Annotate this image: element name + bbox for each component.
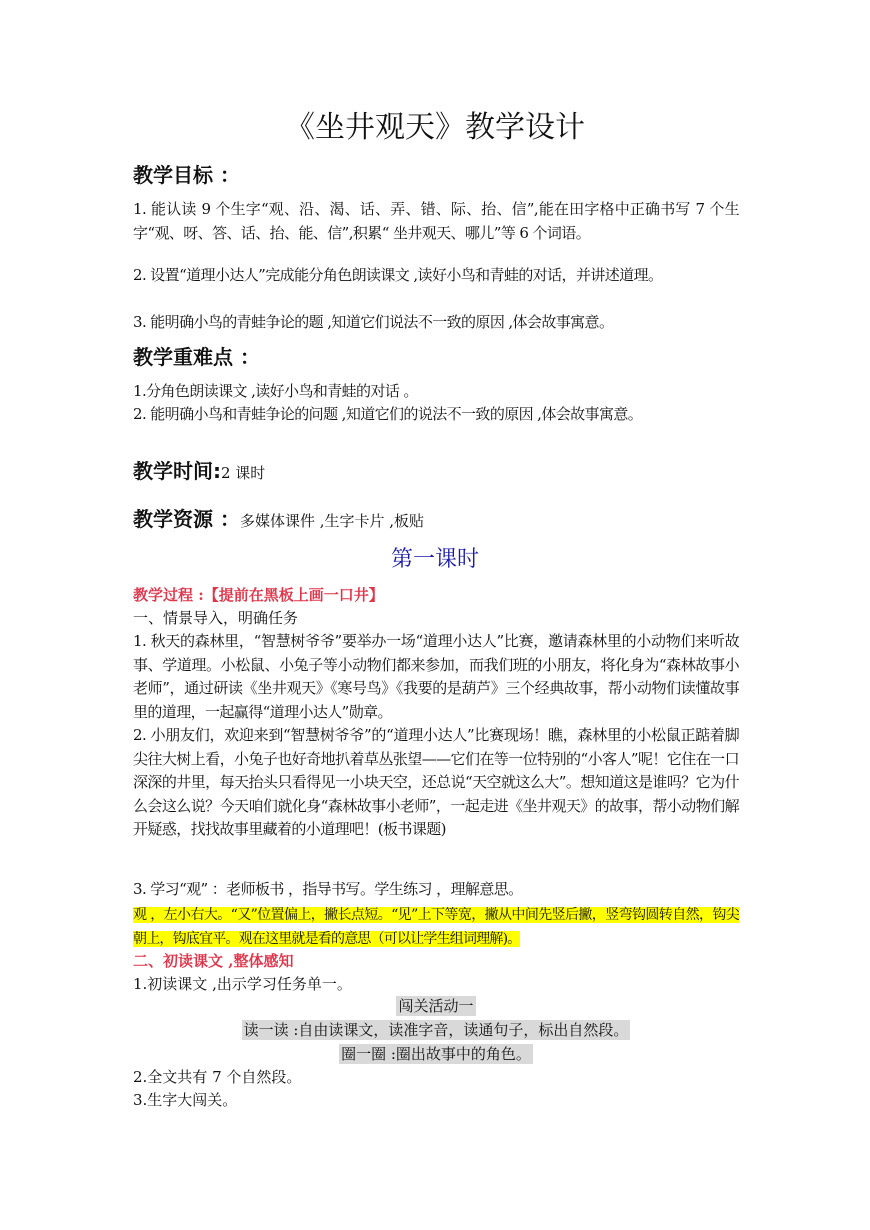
task-card-title <box>133 995 739 1018</box>
task-title: 闯关活动一 <box>398 997 474 1015</box>
time-line <box>133 456 265 488</box>
goal-item-2: 2. 设置“道理小达人”完成能分角色朗读课文 ,读好小鸟和青蛙的对话，并讲述道理。 <box>133 266 663 284</box>
section2-title: 二、初读课文 ,整体感知 <box>133 952 294 970</box>
highlight-text: 观 ，左小右大。“又”位置偏上，撇长点短。“见”上下等宽，撇从中间先竖后撇，竖弯钩圆转自然，钩尖朝上，钩底宜平。观在这里就是看的意思（可以让学生组词理解)。 <box>133 907 739 947</box>
task-card-read <box>133 1019 739 1042</box>
step-1: 1.初读课文 ,出示学习任务单一。 <box>133 975 352 993</box>
paragraph-1: 1. 秋天的森林里，“智慧树爷爷”要举办一场“道理小达人”比赛，邀请森林里的小动物们来听故事、学道理。小松鼠、小兔子等小动物们都来参加，而我们班的小朋友，将化身为“森林故事小老师”，通过研读《坐井观天》《寒号鸟》《我要的是葫芦》三个经典故事，帮小动物们读懂故事里的道理，一起赢得“道理小达人”勋章。 <box>133 632 739 721</box>
time-value: 2 课时 <box>221 464 266 482</box>
difficulty-item-2: 2. 能明确小鸟和青蛙争论的问题 ,知道它们的说法不一致的原因 ,体会故事寓意。 <box>133 405 643 423</box>
resources-line <box>133 504 424 536</box>
resources-heading: 教学资源 ： <box>133 507 240 531</box>
step-2: 2.全文共有 7 个自然段。 <box>133 1068 302 1086</box>
time-heading: 教学时间: <box>133 459 221 483</box>
paragraph-2: 2. 小朋友们，欢迎来到“智慧树爷爷”的“道理小达人”比赛现场！瞧，森林里的小松鼠正踮着脚尖往大树上看，小兔子也好奇地扒着草丛张望——它们在等一位特别的“小客人”呢！它住在一口深深的井里，每天抬头只看得见一小块天空，还总说“天空就这么大”。想知道这是谁吗？它为什么会这么说？今天咱们就化身“森林故事小老师”，一起走进《坐井观天》的故事，帮小动物们解开疑惑，找找故事里藏着的小道理吧！(板书课题) <box>133 726 739 838</box>
task-read: 读一读 :自由读课文，读准字音，读通句子，标出自然段。 <box>243 1021 629 1039</box>
difficulties-heading: 教学重难点 ： <box>133 345 260 369</box>
goals-heading: 教学目标 ： <box>133 163 240 187</box>
section1-title: 一、情景导入，明确任务 <box>133 609 299 627</box>
goal-item-1: 1. 能认读 9 个生字“观、沿、渴、话、弄、错、际、抬、信”,能在田字格中正确书写 7 个生字“观、呀、答、话、抬、能、信”,积累“ 坐井观天、哪儿”等 6 个词语。 <box>133 200 739 242</box>
task-card-circle <box>133 1043 739 1066</box>
process-label: 教学过程 :【提前在黑板上画一口井】 <box>133 586 384 604</box>
lesson-title: 第一课时 <box>390 547 479 572</box>
document-title: 《坐井观天》教学设计 <box>285 110 585 145</box>
difficulty-item-1: 1.分角色朗读课文 ,读好小鸟和青蛙的对话 。 <box>133 382 418 400</box>
resources-value: 多媒体课件 ,生字卡片 ,板贴 <box>239 512 425 530</box>
goal-item-3: 3. 能明确小鸟的青蛙争论的题 ,知道它们说法不一致的原因 ,体会故事寓意。 <box>133 313 614 331</box>
highlight-note <box>133 904 739 951</box>
paragraph-3: 3. 学习“观” ：老师板书 ，指导书写。学生练习 ，理解意思。 <box>133 880 523 898</box>
task-circle: 圈一圈 :圈出故事中的角色。 <box>341 1045 531 1063</box>
step-3: 3.生字大闯关。 <box>133 1091 238 1109</box>
